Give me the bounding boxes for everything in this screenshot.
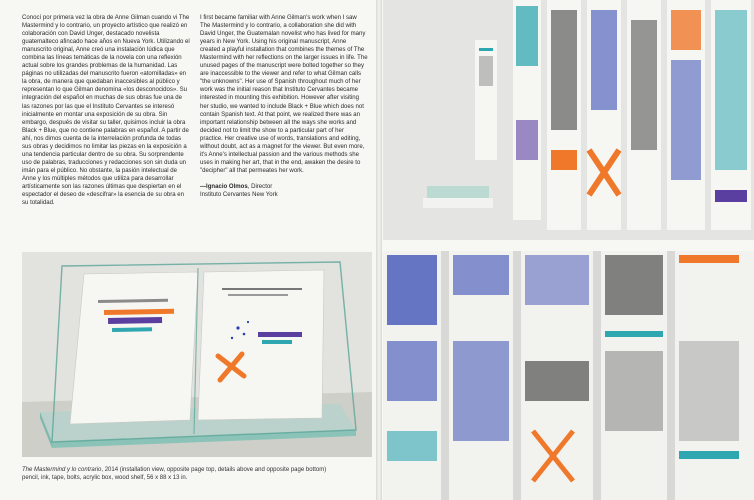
signature-name: —Ignacio Olmos	[200, 183, 248, 190]
caption-materials: pencil, ink, tape, bolts, acrylic box, wood shelf, 56 x 88 x 13 in.	[22, 475, 188, 481]
signature-role: , Director	[247, 183, 273, 190]
glass-box-illustration	[22, 252, 372, 457]
page-gutter	[376, 0, 382, 500]
caption-title: The Mastermind y lo contrario	[22, 467, 102, 473]
glass-box-photo	[22, 252, 372, 457]
signature-org: Instituto Cervantes New York	[200, 191, 278, 198]
english-paragraph: I first became familiar with Anne Gilman's work when I saw The Mastermind y lo contrario, a collaboration she did with David Unger, the Guatemalan novelist who has lived for many years in New York. Using his original manuscript, Anne created a playful installation that combines the themes of The Mastermind with her reflections on the larger issues in life. The unused pages of the manuscript were bolted together so they are inaccessible to the viewer and refer to what Gilman calls "the unknowns". Her use of Spanish throughout much of her work was the initial reason that Instituto Cervantes became interested in mounting this exhibition. However after visiting her studio, we wanted to include Black + Blue which does not contain Spanish text. At that point, we realized there was an important relationship between all the ways she works and decided not to limit the show to a particular part of her practice. Her creative use of words, translations and editing, without doubt, act as a magnet for the viewer. But even more, it's Anne's intellectual passion and the various methods she uses in making her art, that in the end, awaken the desire to "decipher" all that permeates her work.	[200, 15, 368, 174]
photo-caption	[22, 466, 372, 482]
installation-wall-illustration	[383, 0, 754, 240]
signature	[200, 183, 368, 199]
english-text-column	[200, 14, 368, 199]
spanish-text-column	[22, 14, 190, 207]
installation-view-top	[383, 0, 754, 240]
spanish-paragraph: Conocí por primera vez la obra de Anne Gilman cuando vi The Mastermind y lo contrario, un proyecto artístico que realizó en colaboración con David Unger, destacado novelista guatemalteco afincado hace años en Nueva York. Utilizando el manuscrito original, Anne creó una instalación lúdica que combina las líneas temáticas de la novela con una reflexión actual sobre los grandes problemas de la humanidad. Las páginas no utilizadas del manuscrito fueron «atornilladas» en la obra, de manera que quedaban inaccesibles al público y representan lo que Gilman denomina «los desconocidos». Su integración del español en muchas de sus obras fue una de las razones por las que el Instituto Cervantes se interesó inicialmente en montar una exposición de su obra. Sin embargo, después de visitar su taller, quisimos incluir la obra Black + Blue, que no contiene palabras en español. A partir de ahí, nos dimos cuenta de la interrelación profunda de todas sus obras y decidimos no limitar las piezas en la exposición a una tendencia particular dentro de su obra. Su sorprendente uso de palabras, traducciones y redacciones son sin duda un imán para el público. No obstante, la pasión intelectual de Anne y los múltiples métodos que utiliza para desarrollar artísticamente son las razones últimas que despiertan en el espectador el deseo de «descifrar» la esencia de su obra en su totalidad.	[22, 15, 190, 207]
installation-view-bottom	[383, 251, 754, 500]
installation-detail-illustration	[383, 251, 754, 500]
caption-line1: , 2014 (installation view, opposite page top, details above and opposite page bottom)	[101, 467, 327, 473]
